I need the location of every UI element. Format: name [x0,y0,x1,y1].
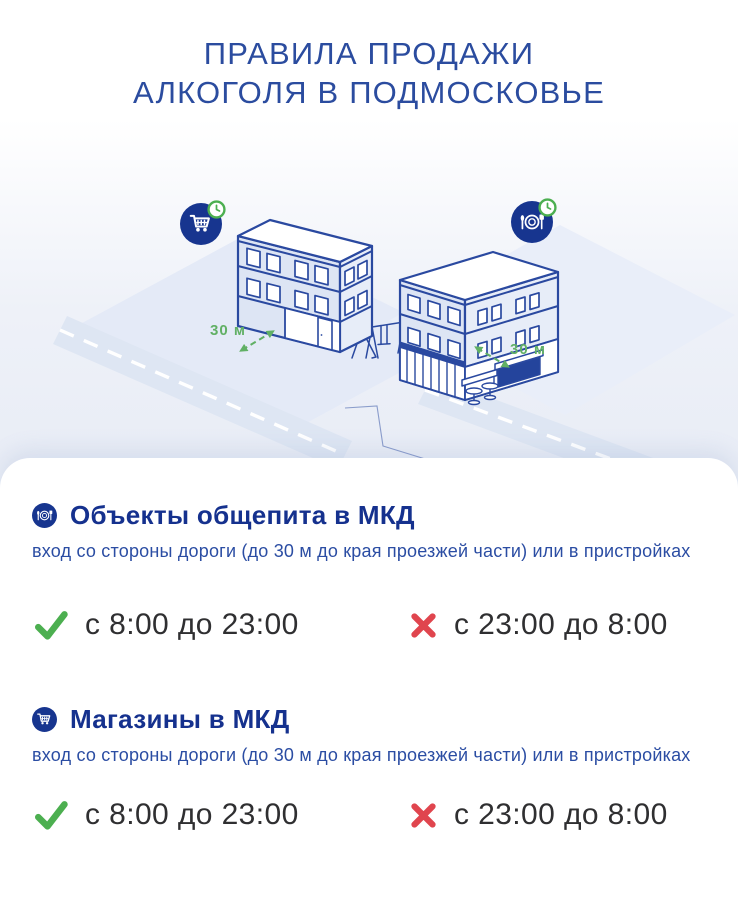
distance-label-left: 30 м [210,322,246,339]
section-title: Магазины в МКД [70,704,290,734]
allowed-hours [32,608,408,642]
courtyard-path [345,406,448,465]
page-title [0,34,738,112]
shopping-cart-icon [32,707,57,732]
allowed-hours [32,798,408,832]
forbidden-hours [408,798,668,832]
page-title-line1: ПРАВИЛА ПРОДАЖИ [203,36,535,71]
clock-badge-icon [209,202,225,218]
section-shops [0,704,738,832]
section-catering-header [32,458,706,531]
section-subtitle: вход со стороны дороги (до 30 м до края проезжей части) или в пристройках [32,541,691,561]
section-subtitle: вход со стороны дороги (до 30 м до края проезжей части) или в пристройках [32,745,691,765]
building-right [400,252,558,400]
cross-icon [408,800,439,831]
section-title: Объекты общепита в МКД [70,500,415,530]
section-catering [0,458,738,642]
rules-card [0,458,738,913]
forbidden-time-text: с 23:00 до 8:00 [454,608,668,641]
page-title-line2: АЛКОГОЛЯ В ПОДМОСКОВЬЕ [133,75,605,110]
forbidden-hours [408,608,668,642]
time-row [32,798,706,832]
clock-badge-icon [540,200,556,216]
check-icon [32,798,70,832]
section-shops-header [32,704,706,735]
distance-label-right: 30 м [510,341,546,358]
allowed-time-text: с 8:00 до 23:00 [85,798,299,831]
check-icon [32,608,70,642]
building-left [238,220,372,352]
cross-icon [408,610,439,641]
allowed-time-text: с 8:00 до 23:00 [85,608,299,641]
buildings-illustration [0,130,738,465]
forbidden-time-text: с 23:00 до 8:00 [454,798,668,831]
dining-icon [32,503,57,528]
shop-badge [180,202,224,245]
time-row [32,608,706,642]
